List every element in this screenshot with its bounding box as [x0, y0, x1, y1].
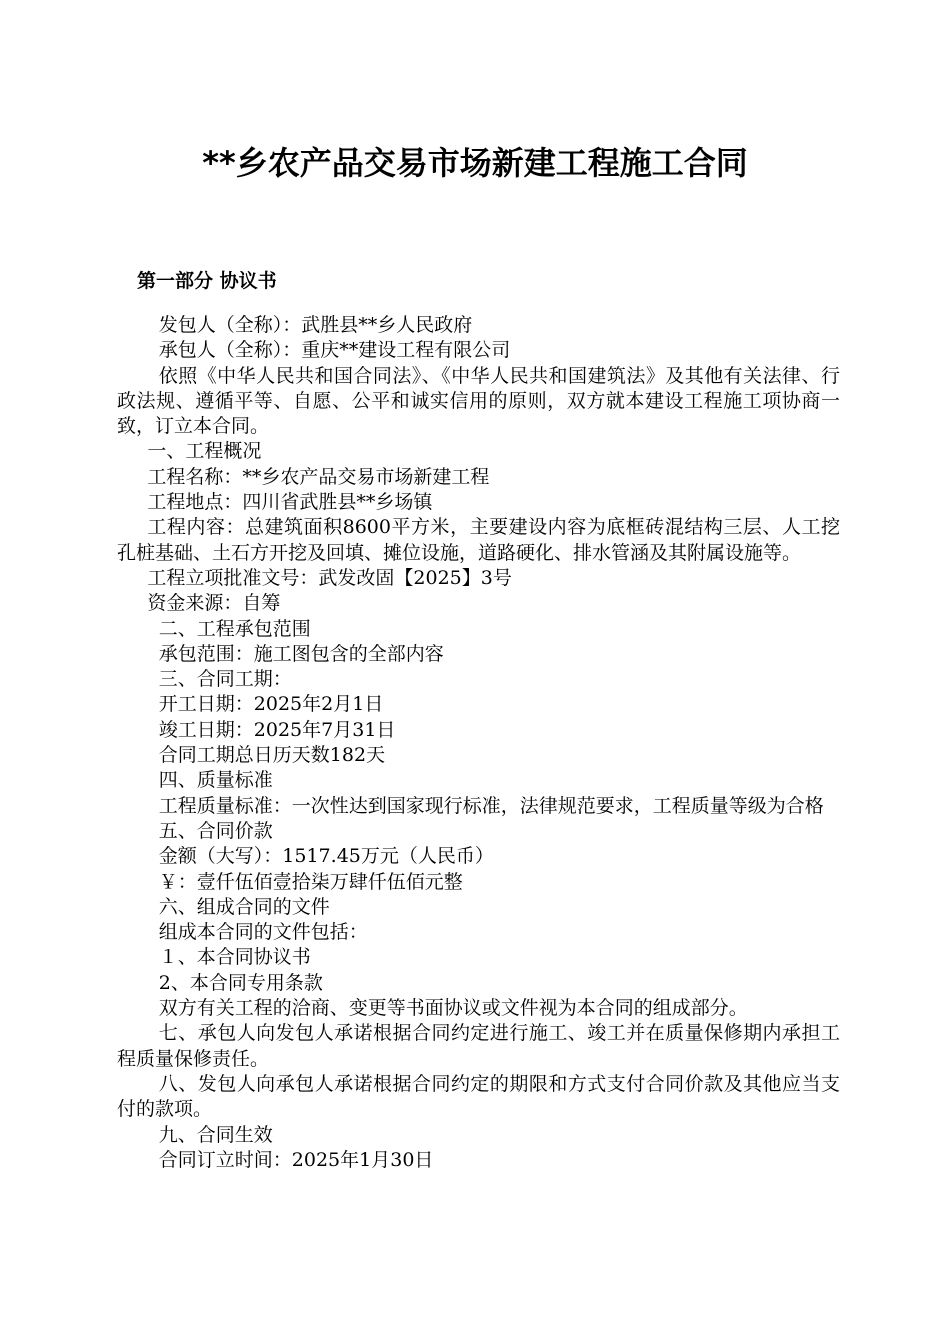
- paragraph-section-9: 九、合同生效: [158, 1123, 273, 1146]
- paragraph-project-name: 工程名称：**乡农产品交易市场新建工程: [147, 465, 490, 488]
- paragraph-project-content: 工程内容：总建筑面积8600平方米，主要建设内容为底框砖混结构三层、人工挖孔桩基础、土石方开挖及回填、摊位设施，道路硬化、排水管涵及其附属设施等。: [117, 516, 840, 564]
- paragraph-employer: 发包人（全称）：武胜县**乡人民政府: [158, 314, 473, 336]
- paragraph-start-date: 开工日期：2025年2月1日: [158, 693, 384, 716]
- paragraph-document-1: １、本合同协议书: [158, 946, 311, 969]
- paragraph-section-5: 五、合同价款: [158, 819, 273, 842]
- paragraph-quality: 工程质量标准：一次性达到国家现行标准，法律规范要求，工程质量等级为合格: [158, 794, 824, 817]
- paragraph-funding: 资金来源：自筹: [147, 592, 281, 615]
- paragraph-basis: 依照《中华人民共和国合同法》、《中华人民共和国建筑法》及其他有关法律、行政法规、遵循平等、自愿、公平和诚实信用的原则，双方就本建设工程施工项协商一致，订立本合同。: [117, 364, 840, 438]
- paragraph-end-date: 竣工日期：2025年7月31日: [158, 718, 396, 741]
- paragraph-document-2: 2、本合同专用条款: [158, 971, 323, 994]
- document-title: **乡农产品交易市场新建工程施工合同: [202, 144, 748, 182]
- section-heading: 第一部分 协议书: [137, 270, 277, 292]
- paragraph-section-7: 七、承包人向发包人承诺根据合同约定进行施工、竣工并在质量保修期内承担工程质量保修责任。: [117, 1022, 840, 1070]
- paragraph-scope: 承包范围：施工图包含的全部内容: [158, 642, 444, 665]
- paragraph-duration: 合同工期总日历天数182天: [158, 744, 386, 767]
- paragraph-section-3: 三、合同工期：: [158, 668, 292, 691]
- paragraph-amount-words: 金额（大写）：1517.45万元（人民币）: [158, 845, 494, 868]
- paragraph-approval-number: 工程立项批准文号：武发改固【2025】3号: [147, 566, 512, 589]
- paragraph-section-8: 八、发包人向承包人承诺根据合同约定的期限和方式支付合同价款及其他应当支付的款项。: [117, 1072, 840, 1121]
- paragraph-negotiations: 双方有关工程的洽商、变更等书面协议或文件视为本合同的组成部分。: [158, 997, 748, 1020]
- paragraph-section-2: 二、工程承包范围: [158, 617, 311, 640]
- paragraph-documents-intro: 组成本合同的文件包括：: [158, 921, 368, 944]
- paragraph-contractor: 承包人（全称）：重庆**建设工程有限公司: [158, 339, 511, 362]
- document-body: [117, 313, 840, 1173]
- paragraph-signing-date: 合同订立时间：2025年1月30日: [158, 1148, 434, 1171]
- paragraph-section-4: 四、质量标准: [158, 769, 273, 792]
- paragraph-section-1: 一、工程概况: [147, 440, 262, 463]
- paragraph-amount-rmb: ￥：壹仟伍佰壹拾柒万肆仟伍佰元整: [158, 870, 463, 893]
- paragraph-section-6: 六、组成合同的文件: [158, 895, 330, 918]
- paragraph-project-location: 工程地点：四川省武胜县**乡场镇: [147, 491, 433, 514]
